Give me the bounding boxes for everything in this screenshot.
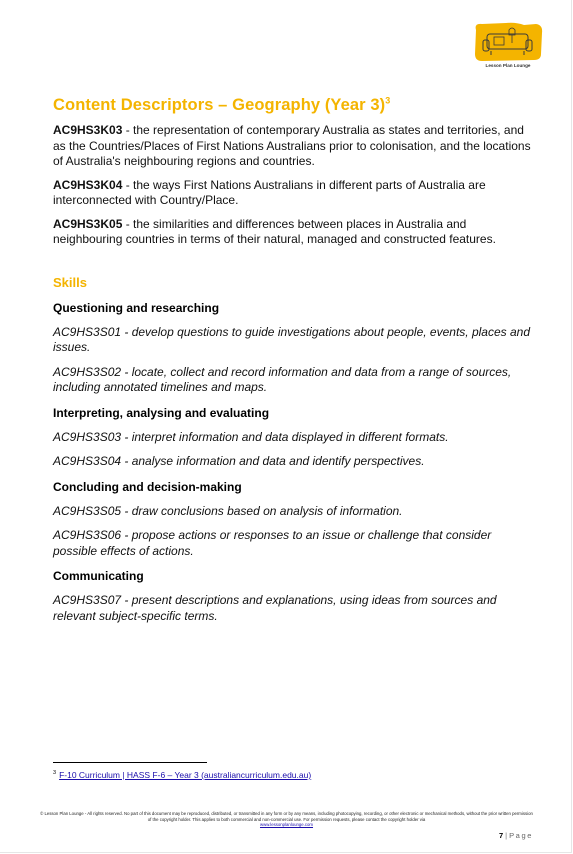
skill-item: AC9HS3S02 - locate, collect and record information and data from a range of sources, including annotated timelines and maps. [53, 364, 512, 394]
descriptor-code: AC9HS3K04 [53, 177, 123, 192]
descriptor-text: - the similarities and differences between places in Australia and neighbouring countries in terms of their natural, managed and constructed features. [53, 216, 496, 246]
skill-group-heading: Concluding and decision-making [53, 479, 242, 494]
page-number [499, 831, 533, 840]
skill-item: AC9HS3S07 - present descriptions and explanations, using ideas from sources and relevant subject-specific terms. [53, 593, 497, 623]
logo-text: Lesson Plan Lounge [485, 63, 531, 68]
descriptor-paragraph [53, 123, 533, 170]
skills-heading: Skills [53, 274, 87, 290]
footnote-divider [53, 762, 207, 763]
descriptor-code: AC9HS3K05 [53, 216, 123, 231]
copyright-notice [40, 811, 533, 828]
footnote-link[interactable]: F-10 Curriculum | HASS F-6 – Year 3 (australiancurriculum.edu.au) [59, 770, 312, 780]
page-word: Page [509, 831, 533, 840]
skill-item: AC9HS3S04 - analyse information and data and identify perspectives. [53, 454, 425, 468]
skill-group-heading: Interpreting, analysing and evaluating [53, 405, 270, 420]
footnote-number: 3 [53, 770, 57, 777]
copyright-text: © Lesson Plan Lounge - All rights reserved. No part of this document may be reproduced, distributed, or transmitted in any form or by any means, including photocopying, recording, or other electronic or mechanical methods, without the prior written permission of the copyright holder. This applies to both commercial and non-commercial use. For permission requests, please contact the copyright holder via [40, 811, 533, 822]
skill-item: AC9HS3S06 - propose actions or responses to an issue or challenge that consider possible effects of actions. [53, 528, 492, 558]
descriptor-text: - the ways First Nations Australians in different parts of Australia are interconnected with Country/Place. [53, 177, 486, 207]
website-link[interactable]: www.lessonplanlounge.com [259, 822, 314, 828]
skill-item: AC9HS3S03 - interpret information and data displayed in different formats. [53, 429, 449, 444]
descriptor-text: - the representation of contemporary Australia as states and territories, and as the Countries/Places of First Nations Australians prior to colonisation, and the locations of Australia's neighbouring regions and countries. [53, 123, 531, 168]
skill-group-heading: Questioning and researching [53, 300, 220, 315]
title-text: Content Descriptors – Geography (Year 3) [53, 96, 386, 114]
couch-logo-icon [472, 21, 544, 65]
descriptor-code: AC9HS3K03 [53, 123, 123, 137]
page-title [53, 95, 533, 115]
footnote-ref: 3 [385, 95, 391, 106]
skill-item: AC9HS3S01 - develop questions to guide investigations about people, events, places and issues. [53, 324, 530, 354]
descriptor-paragraph [53, 217, 533, 248]
lesson-plan-lounge-logo [472, 21, 544, 67]
footnote [53, 770, 311, 781]
descriptor-paragraph [53, 178, 533, 209]
skill-group-heading: Communicating [53, 569, 144, 583]
page-number-value: 7 [498, 831, 504, 840]
page-separator: | [505, 831, 508, 840]
main-content [53, 95, 533, 624]
skill-item: AC9HS3S05 - draw conclusions based on analysis of information. [53, 503, 403, 518]
